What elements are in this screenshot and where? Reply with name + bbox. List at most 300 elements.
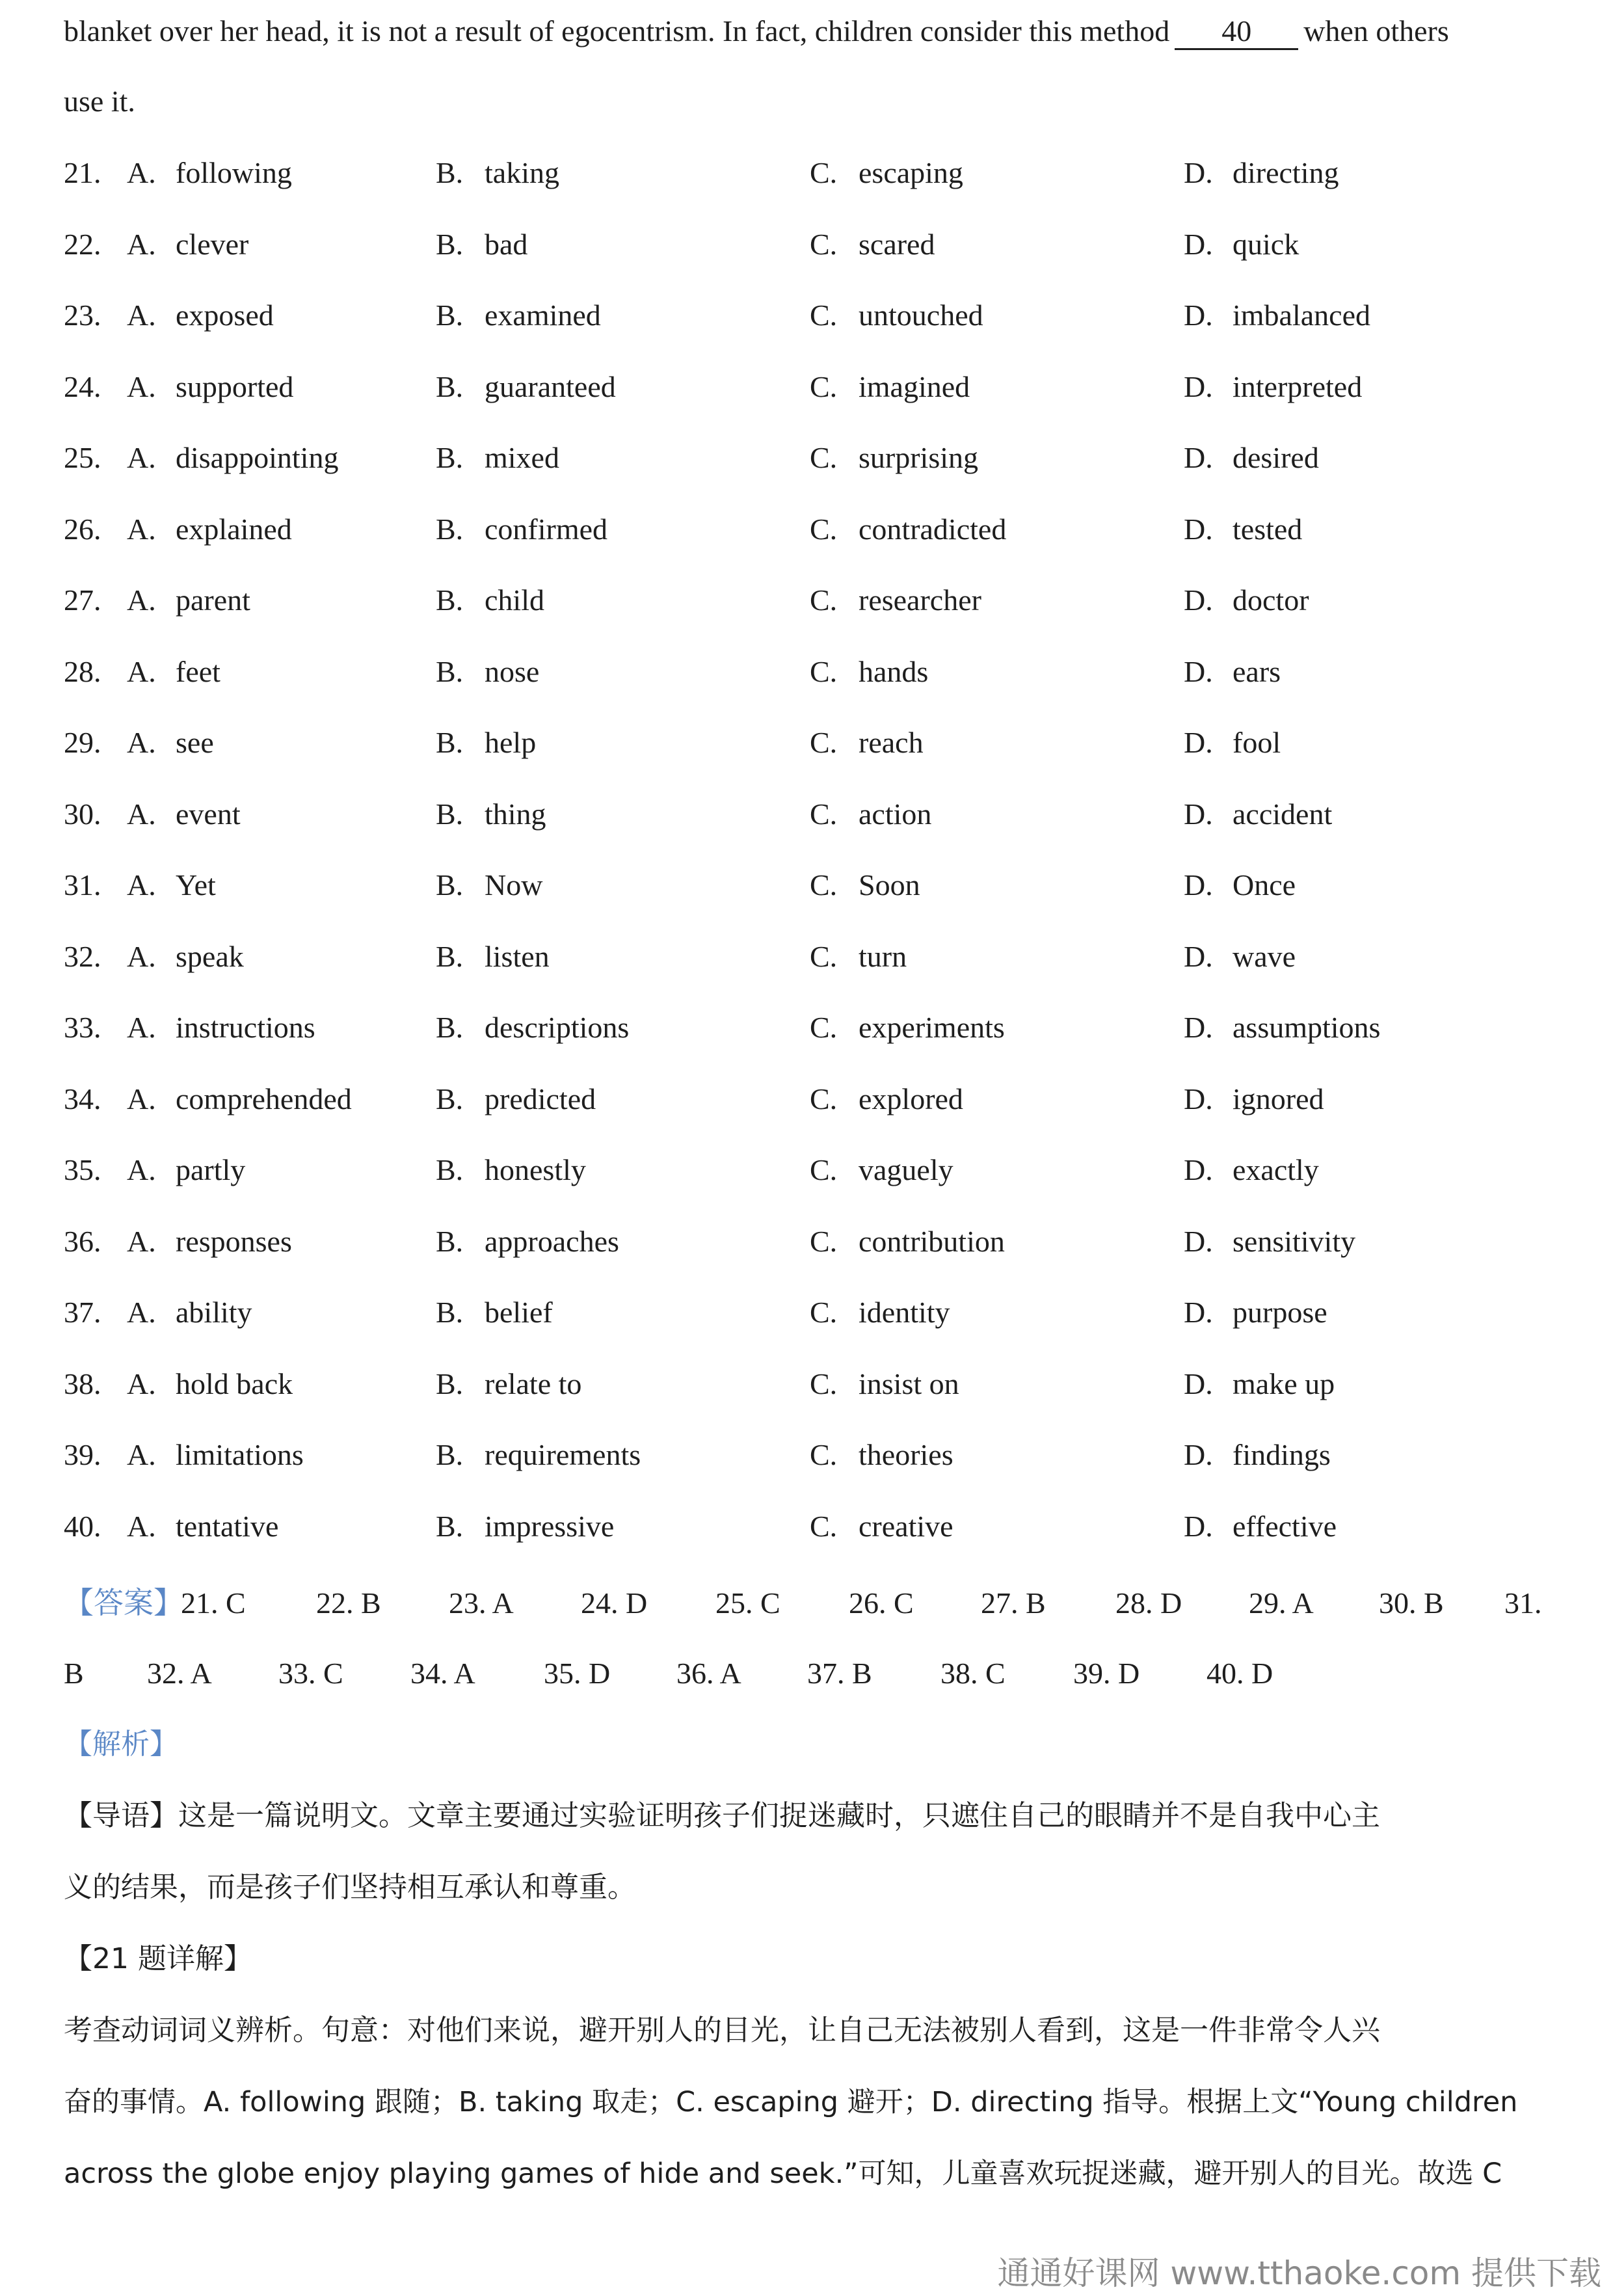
option-b [436,723,536,762]
option-text: hands [859,655,929,688]
option-b [436,1507,614,1546]
question-row [0,866,1613,905]
option-b [436,581,544,620]
option-a [127,1080,352,1119]
option-text: imagined [859,370,970,403]
option-text: relate to [485,1367,582,1400]
option-text: sensitivity [1233,1225,1356,1258]
question-number: 29. [64,726,101,759]
option-text: taking [485,156,559,189]
option-a [127,367,293,407]
answer-item: 40. D [1206,1657,1273,1690]
option-a [127,795,241,834]
option-text: exactly [1233,1153,1319,1186]
option-text: make up [1233,1367,1335,1400]
answer-item: 36. A [676,1657,741,1690]
option-letter: A. [127,655,156,688]
answer-item: 38. C [940,1657,1006,1690]
question-row [0,1222,1613,1261]
option-letter: A. [127,726,156,759]
option-letter: B. [436,940,464,973]
q21-line-1: 考查动词词义辨析。句意：对他们来说，避开别人的目光，让自己无法被别人看到，这是一件非常令人兴 [64,2014,1380,2047]
option-text: untouched [859,299,983,332]
passage-text-after-blank: when others [1303,14,1449,47]
option-text: accident [1233,797,1333,831]
option-d [1184,225,1299,264]
option-letter: B. [436,655,464,688]
option-b [436,1293,553,1332]
option-c [810,652,928,691]
option-b [436,866,542,905]
option-letter: C. [810,156,838,189]
option-letter: D. [1184,655,1213,688]
question-row [0,225,1613,264]
option-c [810,1008,1005,1047]
option-text: thing [485,797,546,831]
option-c [810,1151,953,1190]
option-letter: B. [436,370,464,403]
option-text: action [859,797,932,831]
passage-text: blanket over her head, it is not a result of egocentrism. In fact, children consider this method [64,14,1170,47]
option-text: partly [176,1153,246,1186]
option-letter: B. [436,441,464,474]
option-letter: C. [810,868,838,901]
q21-line-2: 奋的事情。A. following 跟随；B. taking 取走；C. escaping 避开；D. directing 指导。根据上文“Young children [64,2086,1518,2118]
option-text: supported [176,370,294,403]
option-text: nose [485,655,540,688]
option-b [436,367,616,407]
option-letter: B. [436,156,464,189]
option-c [810,438,978,477]
option-a [127,1008,315,1047]
option-text: child [485,583,544,617]
option-text: impressive [485,1510,615,1543]
option-letter: C. [810,797,838,831]
option-d [1184,438,1319,477]
option-text: reach [859,726,924,759]
question-number: 32. [64,940,101,973]
q21-tag: 【21 题详解】 [64,1942,252,1975]
passage-line-2: use it. [64,85,135,118]
option-a [127,296,274,335]
option-a [127,937,244,976]
question-number: 22. [64,228,101,261]
option-a [127,1293,252,1332]
question-number: 39. [64,1438,101,1471]
option-text: directing [1233,156,1339,189]
option-letter: B. [436,1153,464,1186]
option-letter: A. [127,1296,156,1329]
question-number: 37. [64,1296,101,1329]
option-text: identity [859,1296,950,1329]
option-text: creative [859,1510,953,1543]
option-text: tested [1233,513,1303,546]
option-b [436,296,601,335]
option-text: following [176,156,292,189]
question-number: 31. [64,868,101,901]
question-row [0,438,1613,477]
option-d [1184,581,1309,620]
answer-item: 37. B [807,1657,872,1690]
option-c [810,367,970,407]
option-d [1184,1435,1331,1475]
option-d [1184,652,1281,691]
option-letter: A. [127,1225,156,1258]
option-letter: C. [810,1438,838,1471]
option-text: findings [1233,1438,1331,1471]
option-letter: C. [810,513,838,546]
option-letter: B. [436,1225,464,1258]
option-letter: A. [127,868,156,901]
option-text: exposed [176,299,274,332]
option-text: honestly [485,1153,586,1186]
option-text: belief [485,1296,553,1329]
answer-item: 22. B [316,1586,381,1620]
option-a [127,1507,278,1546]
question-row [0,795,1613,834]
option-letter: B. [436,583,464,617]
option-text: ignored [1233,1082,1324,1115]
answer-item: 33. C [278,1657,343,1690]
option-text: vaguely [859,1153,953,1186]
option-b [436,1222,619,1261]
intro-line-1: 【导语】这是一篇说明文。文章主要通过实验证明孩子们捉迷藏时，只遮住自己的眼睛并不是自我中心主 [64,1799,1380,1832]
question-row [0,652,1613,691]
option-text: fool [1233,726,1281,759]
answer-row-1 [64,1584,1612,1623]
option-letter: C. [810,1296,838,1329]
option-letter: A. [127,1153,156,1186]
option-text: explained [176,513,292,546]
option-text: examined [485,299,601,332]
option-letter: C. [810,441,838,474]
option-text: ability [176,1296,252,1329]
option-letter: C. [810,726,838,759]
question-number: 24. [64,370,101,403]
option-d [1184,1507,1337,1546]
option-letter: C. [810,1225,838,1258]
question-number: 25. [64,441,101,474]
option-b [436,1435,641,1475]
option-text: guaranteed [485,370,616,403]
option-text: tentative [176,1510,279,1543]
option-c [810,225,935,264]
option-letter: D. [1184,1011,1213,1044]
option-text: assumptions [1233,1011,1381,1044]
question-row [0,154,1613,193]
option-letter: B. [436,1438,464,1471]
option-text: wave [1233,940,1296,973]
option-text: hold back [176,1367,293,1400]
option-letter: C. [810,655,838,688]
option-text: predicted [485,1082,596,1115]
option-a [127,1365,293,1404]
option-letter: A. [127,228,156,261]
option-letter: A. [127,1082,156,1115]
option-a [127,1222,292,1261]
answer-item: 32. A [147,1657,212,1690]
option-text: responses [176,1225,292,1258]
question-number: 26. [64,513,101,546]
option-letter: C. [810,1510,838,1543]
option-a [127,723,214,762]
option-c [810,1293,950,1332]
answer-item: 23. A [449,1586,514,1620]
option-text: parent [176,583,250,617]
option-text: comprehended [176,1082,352,1115]
option-c [810,581,981,620]
option-b [436,795,546,834]
option-d [1184,510,1302,549]
option-letter: B. [436,1510,464,1543]
option-d [1184,367,1362,407]
option-letter: D. [1184,1153,1213,1186]
question-number: 36. [64,1225,101,1258]
option-letter: A. [127,583,156,617]
option-letter: C. [810,299,838,332]
option-text: surprising [859,441,978,474]
option-letter: A. [127,156,156,189]
option-letter: D. [1184,797,1213,831]
option-letter: A. [127,299,156,332]
option-c [810,795,931,834]
option-b [436,652,539,691]
option-letter: B. [436,299,464,332]
option-d [1184,795,1332,834]
question-number: 33. [64,1011,101,1044]
option-letter: B. [436,513,464,546]
option-d [1184,1365,1335,1404]
option-letter: D. [1184,583,1213,617]
option-letter: A. [127,441,156,474]
answer-item: 39. D [1073,1657,1140,1690]
option-text: limitations [176,1438,304,1471]
option-d [1184,1222,1355,1261]
question-row [0,1365,1613,1404]
option-d [1184,154,1339,193]
option-d [1184,1151,1319,1190]
question-number: 21. [64,156,101,189]
option-d [1184,1293,1327,1332]
option-d [1184,1008,1380,1047]
answer-item: 30. B [1379,1586,1444,1620]
answer-item: 34. A [410,1657,475,1690]
option-a [127,652,220,691]
option-a [127,1435,304,1475]
option-text: listen [485,940,550,973]
question-number: 34. [64,1082,101,1115]
option-text: turn [859,940,907,973]
option-letter: B. [436,1011,464,1044]
option-letter: D. [1184,1296,1213,1329]
option-c [810,723,924,762]
option-letter: D. [1184,156,1213,189]
option-letter: C. [810,1082,838,1115]
option-letter: B. [436,797,464,831]
q21-line-3: across the globe enjoy playing games of hide and seek.”可知，儿童喜欢玩捉迷藏，避开别人的目光。故选 C [64,2157,1502,2190]
option-a [127,225,248,264]
option-text: help [485,726,537,759]
option-b [436,510,607,549]
answer-tag: 【答案】 [64,1586,183,1620]
option-b [436,225,527,264]
option-b [436,1365,581,1404]
question-row [0,367,1613,407]
option-text: interpreted [1233,370,1363,403]
option-c [810,1080,963,1119]
option-c [810,296,983,335]
option-letter: A. [127,513,156,546]
option-c [810,510,1006,549]
option-letter: D. [1184,370,1213,403]
option-letter: A. [127,1510,156,1543]
option-a [127,581,250,620]
option-d [1184,937,1296,976]
answer-item: 29. A [1249,1586,1314,1620]
option-letter: C. [810,1367,838,1400]
option-d [1184,723,1281,762]
option-text: approaches [485,1225,619,1258]
option-text: disappointing [176,441,339,474]
analysis-tag: 【解析】 [64,1728,178,1761]
answer-item: 26. C [849,1586,914,1620]
option-b [436,1151,586,1190]
option-a [127,438,338,477]
option-letter: B. [436,228,464,261]
option-a [127,866,216,905]
option-b [436,438,559,477]
option-text: Now [485,868,543,901]
option-text: instructions [176,1011,315,1044]
option-b [436,154,559,193]
option-text: contribution [859,1225,1005,1258]
option-text: Once [1233,868,1296,901]
option-c [810,1365,959,1404]
option-letter: D. [1184,940,1213,973]
option-text: Soon [859,868,920,901]
question-row [0,581,1613,620]
question-row [0,1293,1613,1332]
answer-item: 35. D [544,1657,611,1690]
option-letter: D. [1184,1438,1213,1471]
option-text: mixed [485,441,559,474]
option-text: speak [176,940,244,973]
option-text: experiments [859,1011,1005,1044]
option-letter: C. [810,228,838,261]
option-a [127,510,292,549]
option-text: clever [176,228,249,261]
option-text: Yet [176,868,216,901]
option-text: bad [485,228,528,261]
option-text: theories [859,1438,953,1471]
option-letter: C. [810,1153,838,1186]
option-text: quick [1233,228,1300,261]
option-letter: D. [1184,1082,1213,1115]
answer-item: 28. D [1115,1586,1182,1620]
option-letter: D. [1184,868,1213,901]
option-letter: C. [810,583,838,617]
option-b [436,1080,596,1119]
question-row [0,510,1613,549]
option-letter: D. [1184,228,1213,261]
option-c [810,154,963,193]
option-letter: D. [1184,1225,1213,1258]
option-text: contradicted [859,513,1007,546]
option-text: purpose [1233,1296,1327,1329]
option-text: feet [176,655,220,688]
option-letter: D. [1184,441,1213,474]
option-text: descriptions [485,1011,630,1044]
option-letter: C. [810,370,838,403]
option-c [810,1435,953,1475]
blank-40: 40 [1175,14,1298,50]
answer-item: 21. C [181,1586,246,1620]
option-letter: C. [810,940,838,973]
answer-item: 27. B [981,1586,1046,1620]
option-c [810,1222,1005,1261]
answer-item: 25. C [715,1586,780,1620]
question-row [0,1008,1613,1047]
option-letter: D. [1184,726,1213,759]
option-b [436,1008,629,1047]
option-d [1184,296,1370,335]
option-letter: D. [1184,299,1213,332]
option-letter: D. [1184,513,1213,546]
option-d [1184,866,1296,905]
option-letter: D. [1184,1367,1213,1400]
question-number: 23. [64,299,101,332]
option-letter: B. [436,1082,464,1115]
option-c [810,1507,953,1546]
question-number: 28. [64,655,101,688]
option-text: explored [859,1082,963,1115]
question-number: 30. [64,797,101,831]
option-c [810,866,920,905]
question-row [0,1080,1613,1119]
question-row [0,937,1613,976]
question-row [0,296,1613,335]
question-row [0,1435,1613,1475]
option-text: desired [1233,441,1319,474]
option-d [1184,1080,1324,1119]
option-c [810,937,907,976]
option-text: imbalanced [1233,299,1371,332]
option-a [127,154,292,193]
option-letter: A. [127,1367,156,1400]
question-number: 27. [64,583,101,617]
question-number: 35. [64,1153,101,1186]
option-text: researcher [859,583,981,617]
option-letter: A. [127,370,156,403]
answer-row-2 [64,1654,1612,1693]
option-text: see [176,726,214,759]
answer-item: 31. [1504,1586,1542,1620]
question-number: 38. [64,1367,101,1400]
footer-watermark: 通通好课网 www.tthaoke.com 提供下载 [997,2254,1601,2292]
option-letter: A. [127,1011,156,1044]
answer-item: 24. D [581,1586,648,1620]
option-text: confirmed [485,513,608,546]
option-text: ears [1233,655,1281,688]
answer-item: B [64,1657,84,1690]
option-letter: C. [810,1011,838,1044]
option-text: event [176,797,241,831]
passage-line-1 [64,12,1449,51]
option-text: escaping [859,156,963,189]
option-text: doctor [1233,583,1309,617]
option-letter: B. [436,1296,464,1329]
option-letter: A. [127,940,156,973]
